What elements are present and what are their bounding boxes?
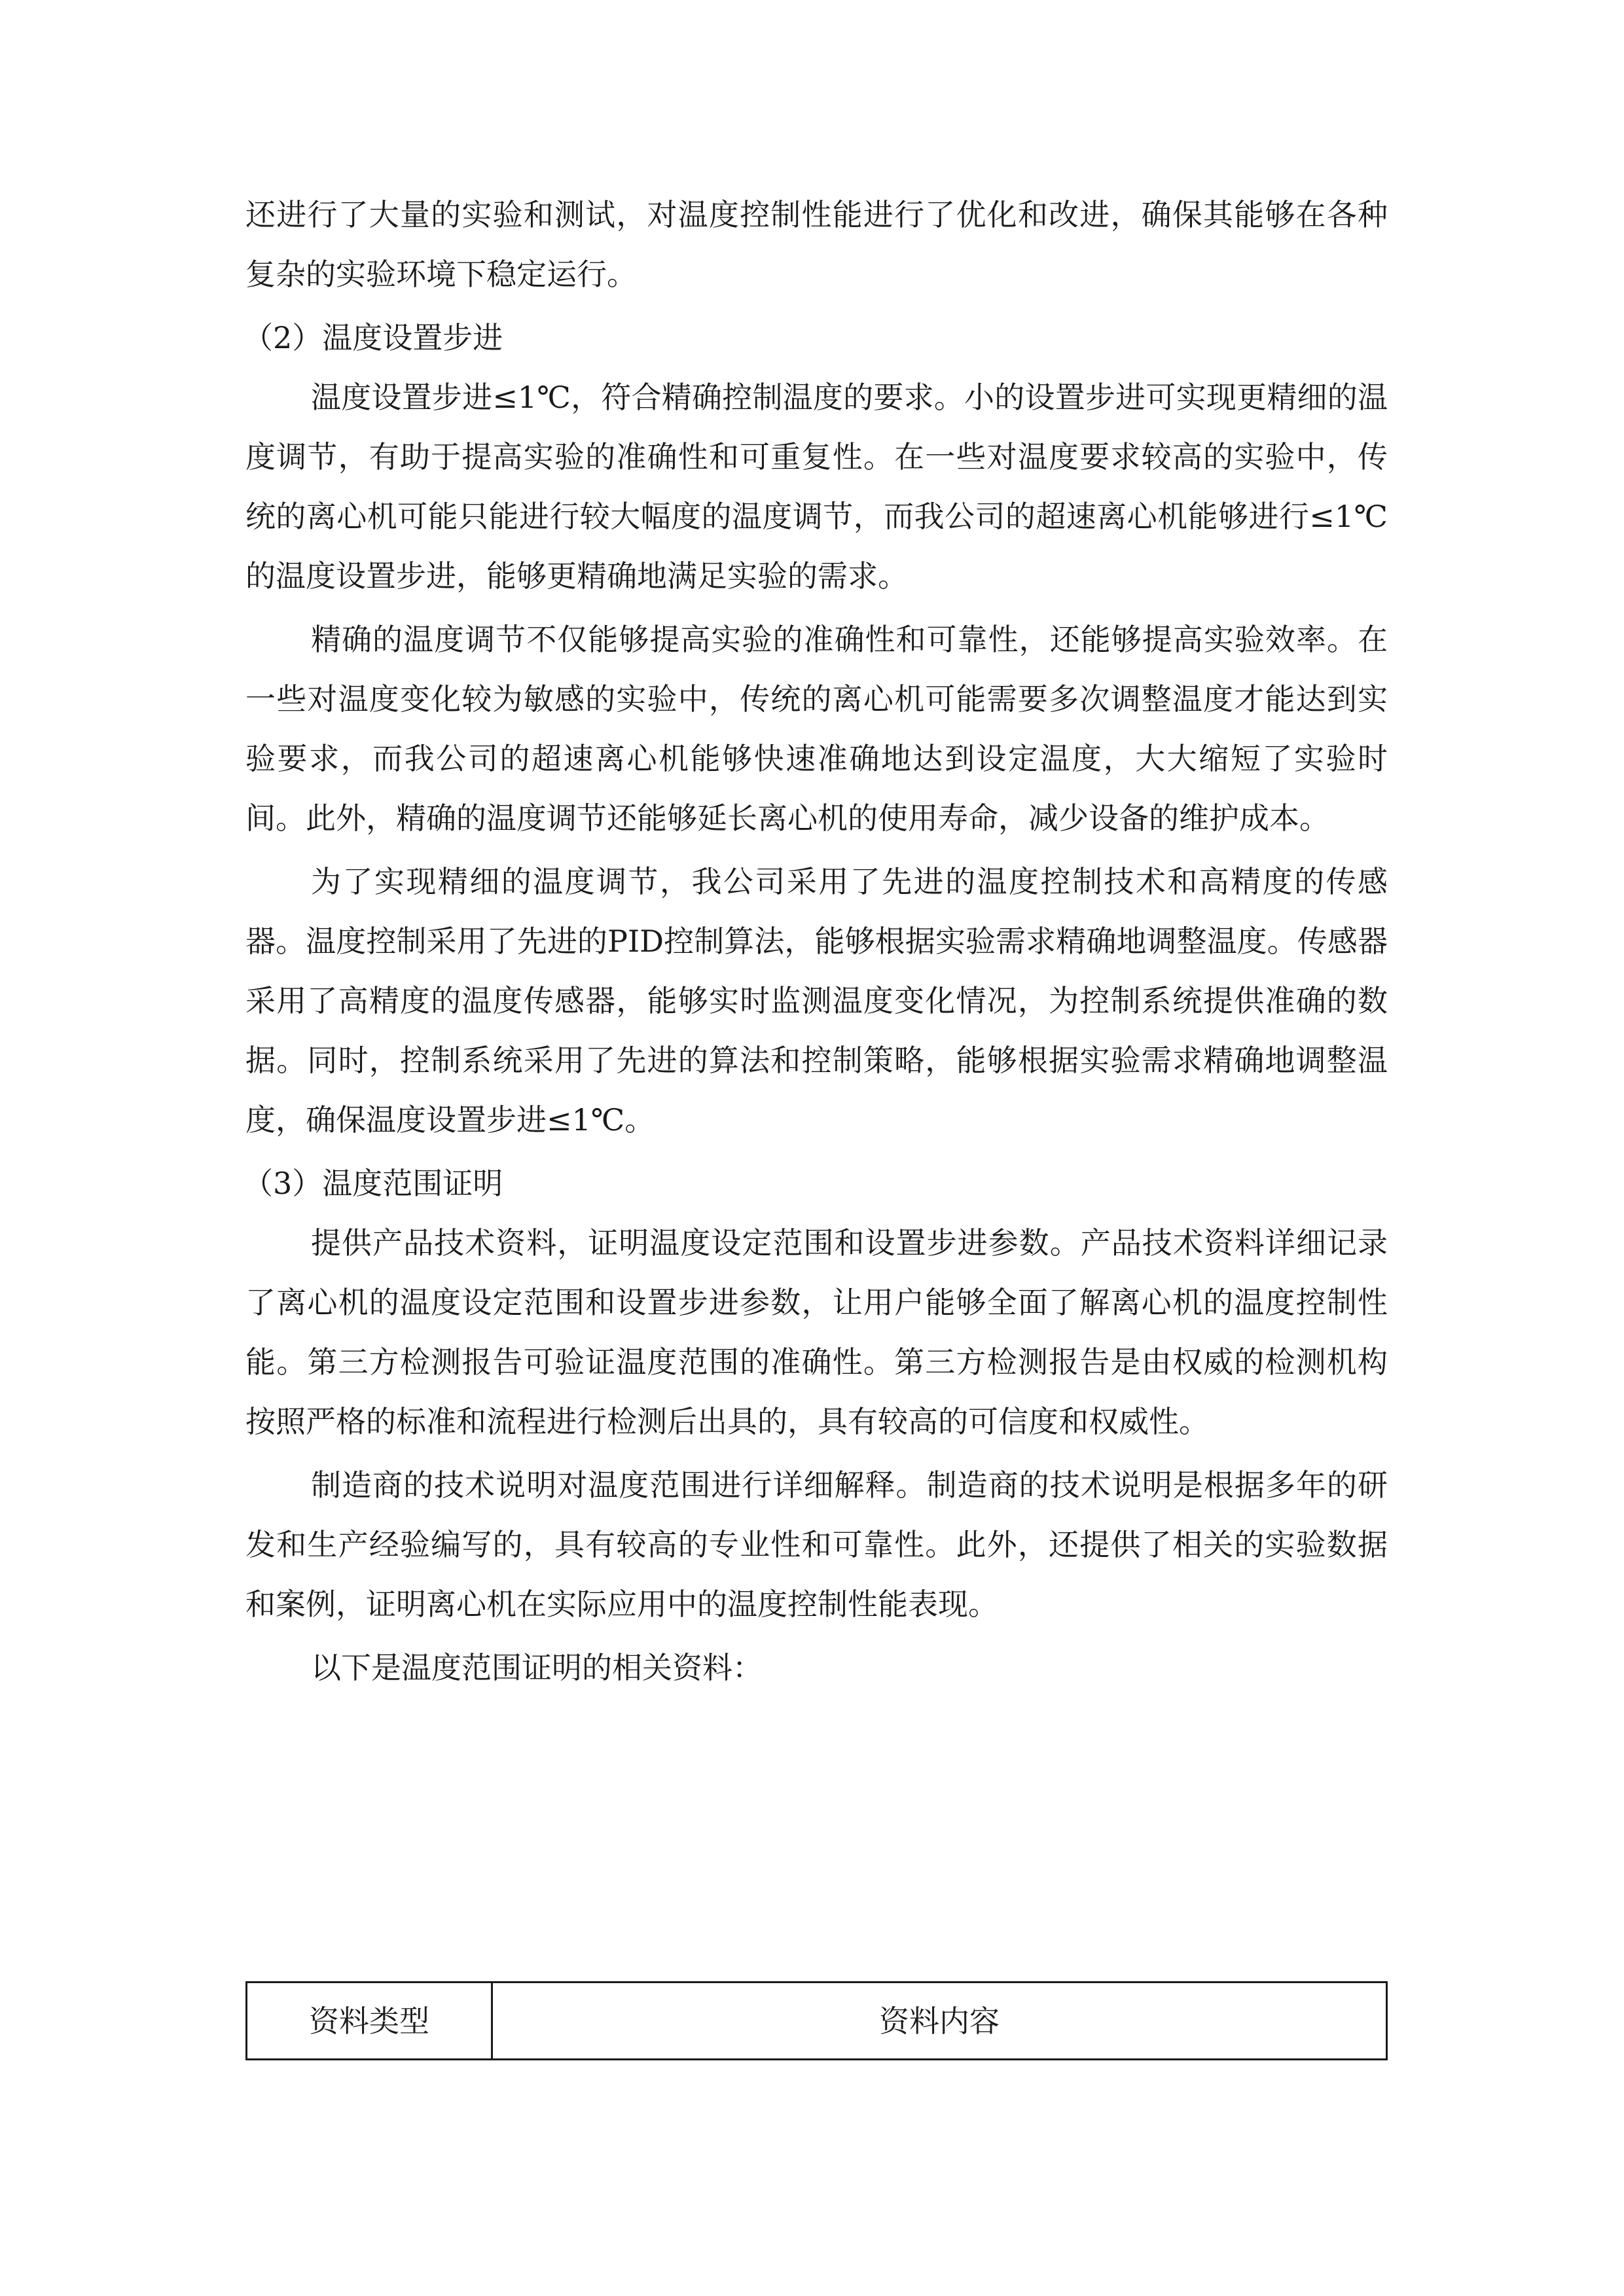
paragraph-step-requirement: 温度设置步进≤1℃，符合精确控制温度的要求。小的设置步进可实现更精细的温度调节，有助于提高实验的准确性和可重复性。在一些对温度要求较高的实验中，传统的离心机可能只能进行较大幅度的温度调节，而我公司的超速离心机能够进行≤1℃的温度设置步进，能够更精确地满足实验的需求。 [245, 380, 1388, 594]
reference-table [245, 1981, 1388, 2060]
section-heading-temperature-step: （2）温度设置步进 [243, 320, 503, 355]
paragraph-manufacturer-notes: 制造商的技术说明对温度范围进行详细解释。制造商的技术说明是根据多年的研发和生产经验编写的，具有较高的专业性和可靠性。此外，还提供了相关的实验数据和案例，证明离心机在实际应用中的温度控制性能表现。 [245, 1467, 1388, 1622]
paragraph-table-intro: 以下是温度范围证明的相关资料： [311, 1650, 763, 1685]
table-header-row [247, 1982, 1387, 2060]
paragraph-technical-docs: 提供产品技术资料，证明温度设定范围和设置步进参数。产品技术资料详细记录了离心机的温度设定范围和设置步进参数，让用户能够全面了解离心机的温度控制性能。第三方检测报告可验证温度范围的准确性。第三方检测报告是由权威的检测机构按照严格的标准和流程进行检测后出具的，具有较高的可信度和权威性。 [245, 1225, 1388, 1439]
section-heading-range-proof: （3）温度范围证明 [243, 1166, 503, 1201]
paragraph-precision-benefit: 精确的温度调节不仅能够提高实验的准确性和可靠性，还能够提高实验效率。在一些对温度变化较为敏感的实验中，传统的离心机可能需要多次调整温度才能达到实验要求，而我公司的超速离心机能够快速准确地达到设定温度，大大缩短了实验时间。此外，精确的温度调节还能够延长离心机的使用寿命，减少设备的维护成本。 [245, 622, 1388, 836]
table-header-content: 资料内容 [492, 1982, 1387, 2060]
paragraph-continued: 还进行了大量的实验和测试，对温度控制性能进行了优化和改进，确保其能够在各种复杂的实验环境下稳定运行。 [245, 197, 1388, 292]
document-body [245, 185, 1388, 1698]
table-header-type: 资料类型 [247, 1982, 492, 2060]
paragraph-control-technology: 为了实现精细的温度调节，我公司采用了先进的温度控制技术和高精度的传感器。温度控制采用了先进的PID控制算法，能够根据实验需求精确地调整温度。传感器采用了高精度的温度传感器，能够实时监测温度变化情况，为控制系统提供准确的数据。同时，控制系统采用了先进的算法和控制策略，能够根据实验需求精确地调整温度，确保温度设置步进≤1℃。 [245, 864, 1388, 1138]
